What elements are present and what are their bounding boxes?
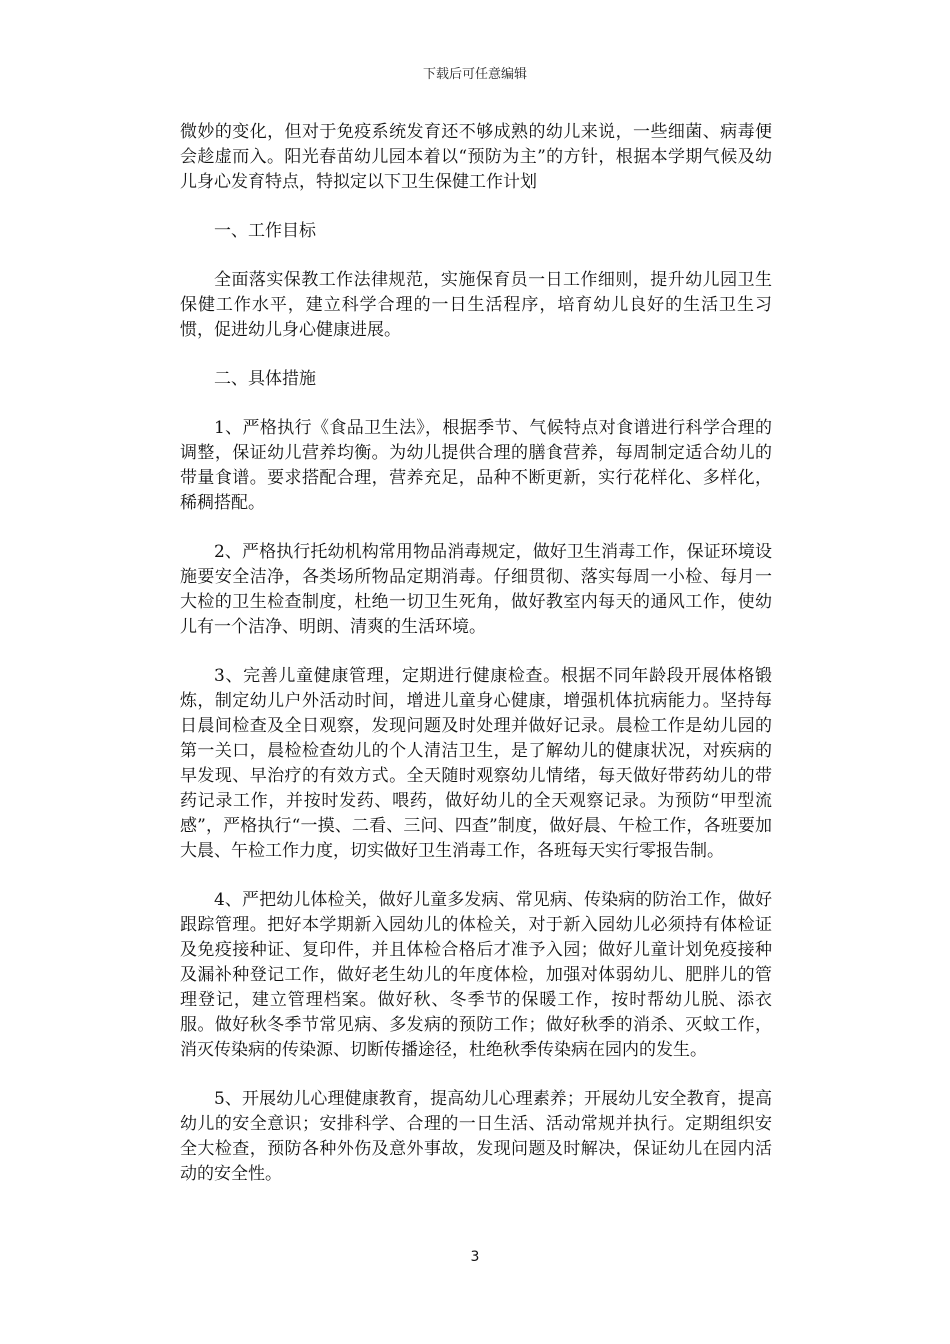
section-heading-goals: 一、工作目标 <box>214 221 316 241</box>
measure-item-5: 5、开展幼儿心理健康教育，提高幼儿心理素养；开展幼儿安全教育，提高幼儿的安全意识；安排科学、合理的一日生活、活动常规并执行。定期组织安全大检查，预防各种外伤及意外事故，发现问题及时解决，保证幼儿在园内活动的安全性。 <box>180 1089 772 1184</box>
page-header: 下载后可任意编辑 <box>422 67 527 82</box>
measure-item-3: 3、完善儿童健康管理，定期进行健康检查。根据不同年龄段开展体格锻炼，制定幼儿户外活动时间，增进儿童身心健康，增强机体抗病能力。坚持每日晨间检查及全日观察，发现问题及时处理并做好记录。晨检工作是幼儿园的第一关口，晨检检查幼儿的个人清洁卫生，是了解幼儿的健康状况，对疾病的早发现、早治疗的有效方式。全天随时观察幼儿情绪，每天做好带药幼儿的带药记录工作，并按时发药、喂药，做好幼儿的全天观察记录。为预防“甲型流感”，严格执行“一摸、二看、三问、四查”制度，做好晨、午检工作，各班要加大晨、午检工作力度，切实做好卫生消毒工作，各班每天实行零报告制。 <box>180 666 772 861</box>
measure-item-2: 2、严格执行托幼机构常用物品消毒规定，做好卫生消毒工作，保证环境设施要安全洁净，各类场所物品定期消毒。仔细贯彻、落实每周一小检、每月一大检的卫生检查制度，杜绝一切卫生死角，做好教室内每天的通风工作，使幼儿有一个洁净、明朗、清爽的生活环境。 <box>180 542 772 637</box>
document-body <box>180 120 772 1211</box>
page-number: 3 <box>470 1249 480 1265</box>
intro-paragraph: 微妙的变化，但对于免疫系统发育还不够成熟的幼儿来说，一些细菌、病毒便会趁虚而入。阳光春苗幼儿园本着以“预防为主”的方针，根据本学期气候及幼儿身心发育特点，特拟定以下卫生保健工作计划 <box>180 122 772 192</box>
section-heading-measures: 二、具体措施 <box>214 369 316 389</box>
measure-item-1: 1、严格执行《食品卫生法》，根据季节、气候特点对食谱进行科学合理的调整，保证幼儿营养均衡。为幼儿提供合理的膳食营养，每周制定适合幼儿的带量食谱。要求搭配合理，营养充足，品种不断更新，实行花样化、多样化，稀稠搭配。 <box>180 418 772 513</box>
measure-item-4: 4、严把幼儿体检关，做好儿童多发病、常见病、传染病的防治工作，做好跟踪管理。把好本学期新入园幼儿的体检关，对于新入园幼儿必须持有体检证及免疫接种证、复印件，并且体检合格后才准予入园；做好儿童计划免疫接种及漏补种登记工作，做好老生幼儿的年度体检，加强对体弱幼儿、肥胖儿的管理登记，建立管理档案。做好秋、冬季节的保暖工作，按时帮幼儿脱、添衣服。做好秋冬季节常见病、多发病的预防工作；做好秋季的消杀、灭蚊工作，消灭传染病的传染源、切断传播途径，杜绝秋季传染病在园内的发生。 <box>180 890 772 1060</box>
goals-paragraph: 全面落实保教工作法律规范，实施保育员一日工作细则，提升幼儿园卫生保健工作水平，建立科学合理的一日生活程序，培育幼儿良好的生活卫生习惯，促进幼儿身心健康进展。 <box>180 270 772 340</box>
